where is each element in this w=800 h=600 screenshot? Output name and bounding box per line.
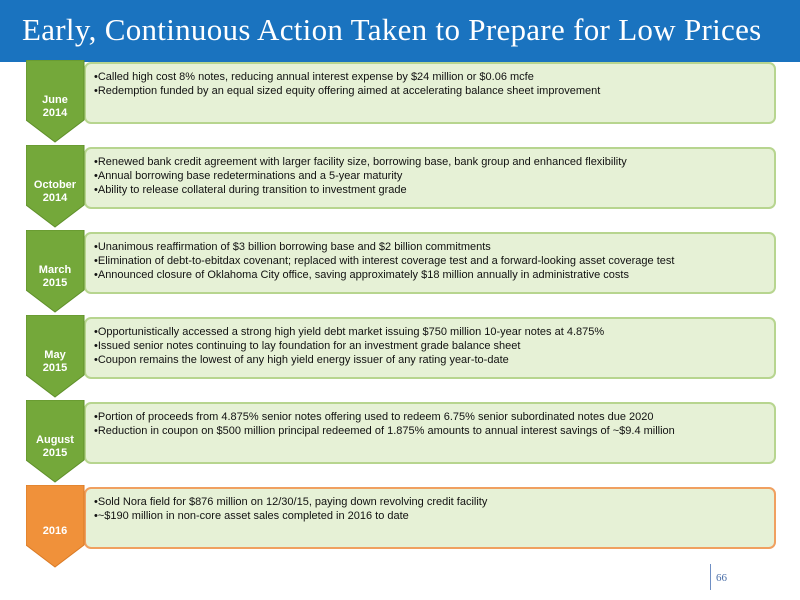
description-box [84,317,776,379]
bullet-text: •Unanimous reaffirmation of $3 billion borrowing base and $2 billion commitments [94,241,491,253]
date-year: 2014 [42,192,68,204]
date-chevron [26,230,94,322]
date-month: May [44,349,66,361]
bullet-text: •Coupon remains the lowest of any high yield energy issuer of any rating year-to-date [94,354,509,366]
date-label [26,434,84,460]
bullet-text: •Reduction in coupon on $500 million principal redeemed of 1.875% amounts to annual interest savings of ~$9.4 million [94,425,675,437]
date-label [26,94,84,120]
bullet-text: •~$190 million in non-core asset sales completed in 2016 to date [94,510,409,522]
date-chevron [26,315,94,407]
bullet-text: •Portion of proceeds from 4.875% senior notes offering used to redeem 6.75% senior subordinated notes due 2020 [94,411,654,423]
bullet-text: •Redemption funded by an equal sized equity offering aimed at accelerating balance sheet improvement [94,85,601,97]
page-title: Early, Continuous Action Taken to Prepare for Low Prices [22,12,762,47]
date-month: October [33,179,77,191]
bullet-text: •Opportunistically accessed a strong high yield debt market issuing $750 million 10-year notes at 4.875% [94,326,605,338]
date-year: 2014 [42,107,68,119]
date-year: 2015 [42,277,68,289]
date-chevron [26,400,94,492]
bullet-text: •Renewed bank credit agreement with larger facility size, borrowing base, bank group and enhanced flexibility [94,156,627,168]
description-box [84,402,776,464]
date-chevron [26,145,94,237]
description-box [84,147,776,209]
bullet-text: •Ability to release collateral during transition to investment grade [94,184,407,196]
date-chevron [26,60,94,152]
page-number: 66 [716,572,727,584]
bullet-text: •Announced closure of Oklahoma City office, saving approximately $18 million annually in administrative costs [94,269,629,281]
description-box [84,232,776,294]
date-year: 2015 [42,447,68,459]
date-year: 2015 [42,362,68,374]
title-bar [0,0,800,62]
date-month: August [36,434,74,446]
date-month: June [42,94,68,106]
date-month: March [38,264,72,276]
bullet-text: •Annual borrowing base redeterminations and a 5-year maturity [94,170,403,182]
date-label [26,525,84,538]
date-label [26,264,84,290]
date-chevron-highlight [26,485,94,577]
bullet-text: •Issued senior notes continuing to lay foundation for an investment grade balance sheet [94,340,521,352]
bullet-text: •Called high cost 8% notes, reducing annual interest expense by $24 million or $0.06 mcfe [94,71,534,83]
bullet-text: •Elimination of debt-to-ebitdax covenant; replaced with interest coverage test and a forward-looking asset coverage test [94,255,675,267]
description-box [84,487,776,549]
date-label [26,179,84,205]
description-box [84,62,776,124]
date-label [26,349,84,375]
bullet-text: •Sold Nora field for $876 million on 12/30/15, paying down revolving credit facility [94,496,488,508]
date-year: 2016 [42,525,68,537]
page-number-divider [710,564,711,590]
